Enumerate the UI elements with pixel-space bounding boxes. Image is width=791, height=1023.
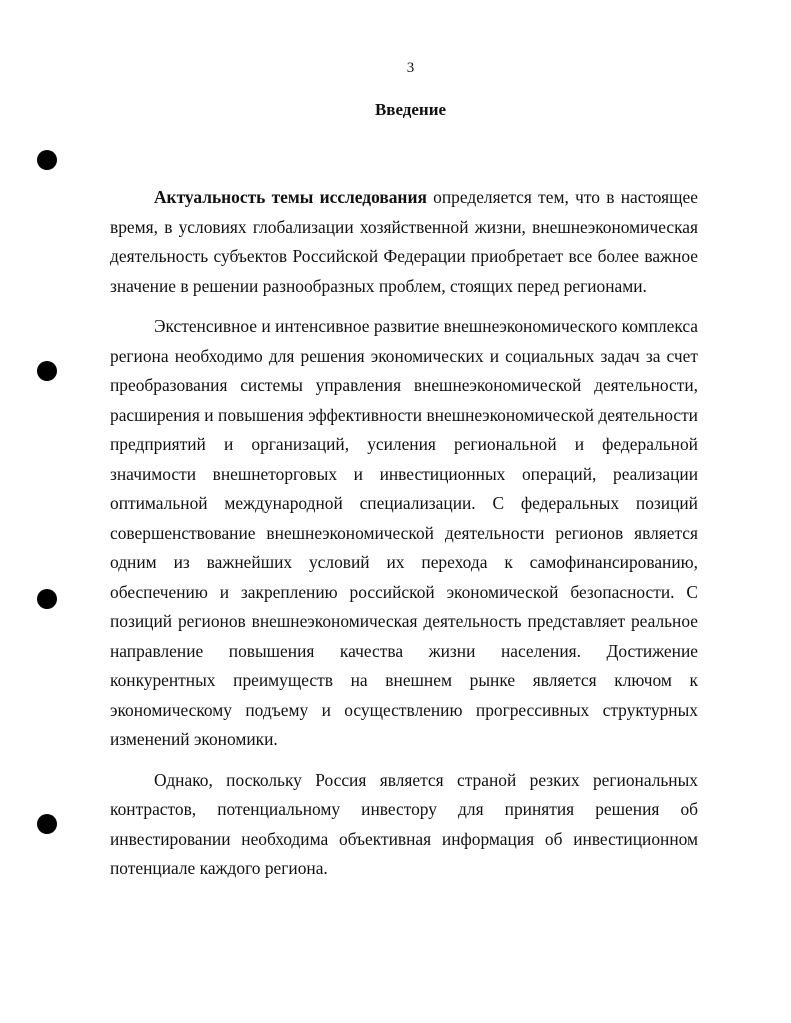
paragraph-investor <box>110 766 698 884</box>
punch-hole-mark <box>37 361 57 381</box>
paragraph-development <box>110 312 698 755</box>
paragraph-text: Однако, поскольку Россия является страной резких региональных контрастов, потенциальному инвестору для принятия решения об инвестировании необходима объективная информация об инвестиционном потенциале каждого региона. <box>110 769 698 878</box>
paragraph-text: определяется тем, что в настоящее время, в условиях глобализации хозяйственной жизни, внешнеэкономическая деятельность субъектов Российской Федерации приобретает все более важное значение в решении разнообразных проблем, стоящих перед регионами. <box>110 187 698 296</box>
punch-hole-mark <box>37 589 57 609</box>
paragraph-lead: Актуальность темы исследования <box>154 187 427 207</box>
paragraph-relevance <box>110 183 698 301</box>
page-number: 3 <box>406 60 415 76</box>
body-text <box>110 183 698 884</box>
paragraph-text: Экстенсивное и интенсивное развитие внешнеэкономического комплекса региона необходимо для решения экономических и социальных задач за счет преобразования системы управления внешнеэкономической деятельности, расширения и повышения эффективности внешнеэкономической деятельности предприятий и организаций, усиления региональной и федеральной значимости внешнеторговых и инвестиционных операций, реализации оптимальной международной специализации. С федеральных позиций совершенствование внешнеэкономической деятельности регионов является одним из важнейших условий их перехода к самофинансированию, обеспечению и закреплению российской экономической безопасности. С позиций регионов внешнеэкономическая деятельность представляет реальное направление повышения качества жизни населения. Достижение конкурентных преимуществ на внешнем рынке является ключом к экономическому подъему и осуществлению прогрессивных структурных изменений экономики. <box>110 316 698 749</box>
section-heading: Введение <box>374 100 447 119</box>
punch-hole-mark <box>37 814 57 834</box>
punch-hole-mark <box>37 150 57 170</box>
